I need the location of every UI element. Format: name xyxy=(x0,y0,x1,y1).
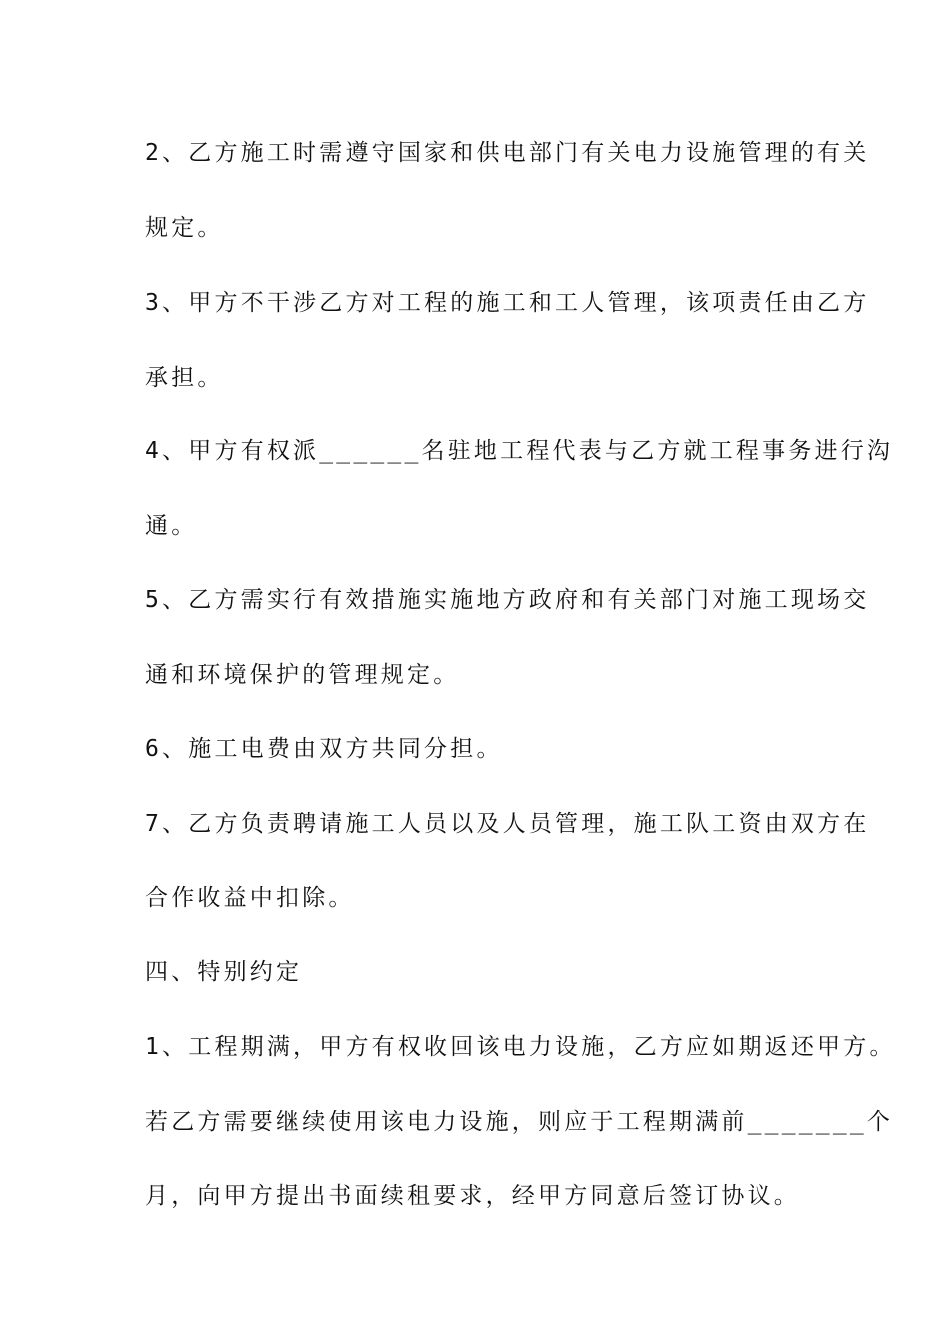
text-line: 3、甲方不干涉乙方对工程的施工和工人管理，该项责任由乙方 xyxy=(145,290,870,316)
text-line: 合作收益中扣除。 xyxy=(145,885,355,911)
text-line: 4、甲方有权派______名驻地工程代表与乙方就工程事务进行沟 xyxy=(145,438,894,464)
section-heading: 四、特别约定 xyxy=(145,959,303,985)
text-line: 7、乙方负责聘请施工人员以及人员管理，施工队工资由双方在 xyxy=(145,811,870,837)
text-line: 1、工程期满，甲方有权收回该电力设施，乙方应如期返还甲方。 xyxy=(145,1034,896,1060)
text-line: 2、乙方施工时需遵守国家和供电部门有关电力设施管理的有关 xyxy=(145,140,870,166)
text-line: 5、乙方需实行有效措施实施地方政府和有关部门对施工现场交 xyxy=(145,587,870,613)
text-line: 通。 xyxy=(145,513,198,539)
text-line: 规定。 xyxy=(145,215,224,241)
text-line: 通和环境保护的管理规定。 xyxy=(145,662,460,688)
text-line: 月，向甲方提出书面续租要求，经甲方同意后签订协议。 xyxy=(145,1183,800,1209)
text-line: 承担。 xyxy=(145,365,224,391)
text-line: 6、施工电费由双方共同分担。 xyxy=(145,736,503,762)
text-line: 若乙方需要继续使用该电力设施，则应于工程期满前_______个 xyxy=(145,1109,894,1135)
